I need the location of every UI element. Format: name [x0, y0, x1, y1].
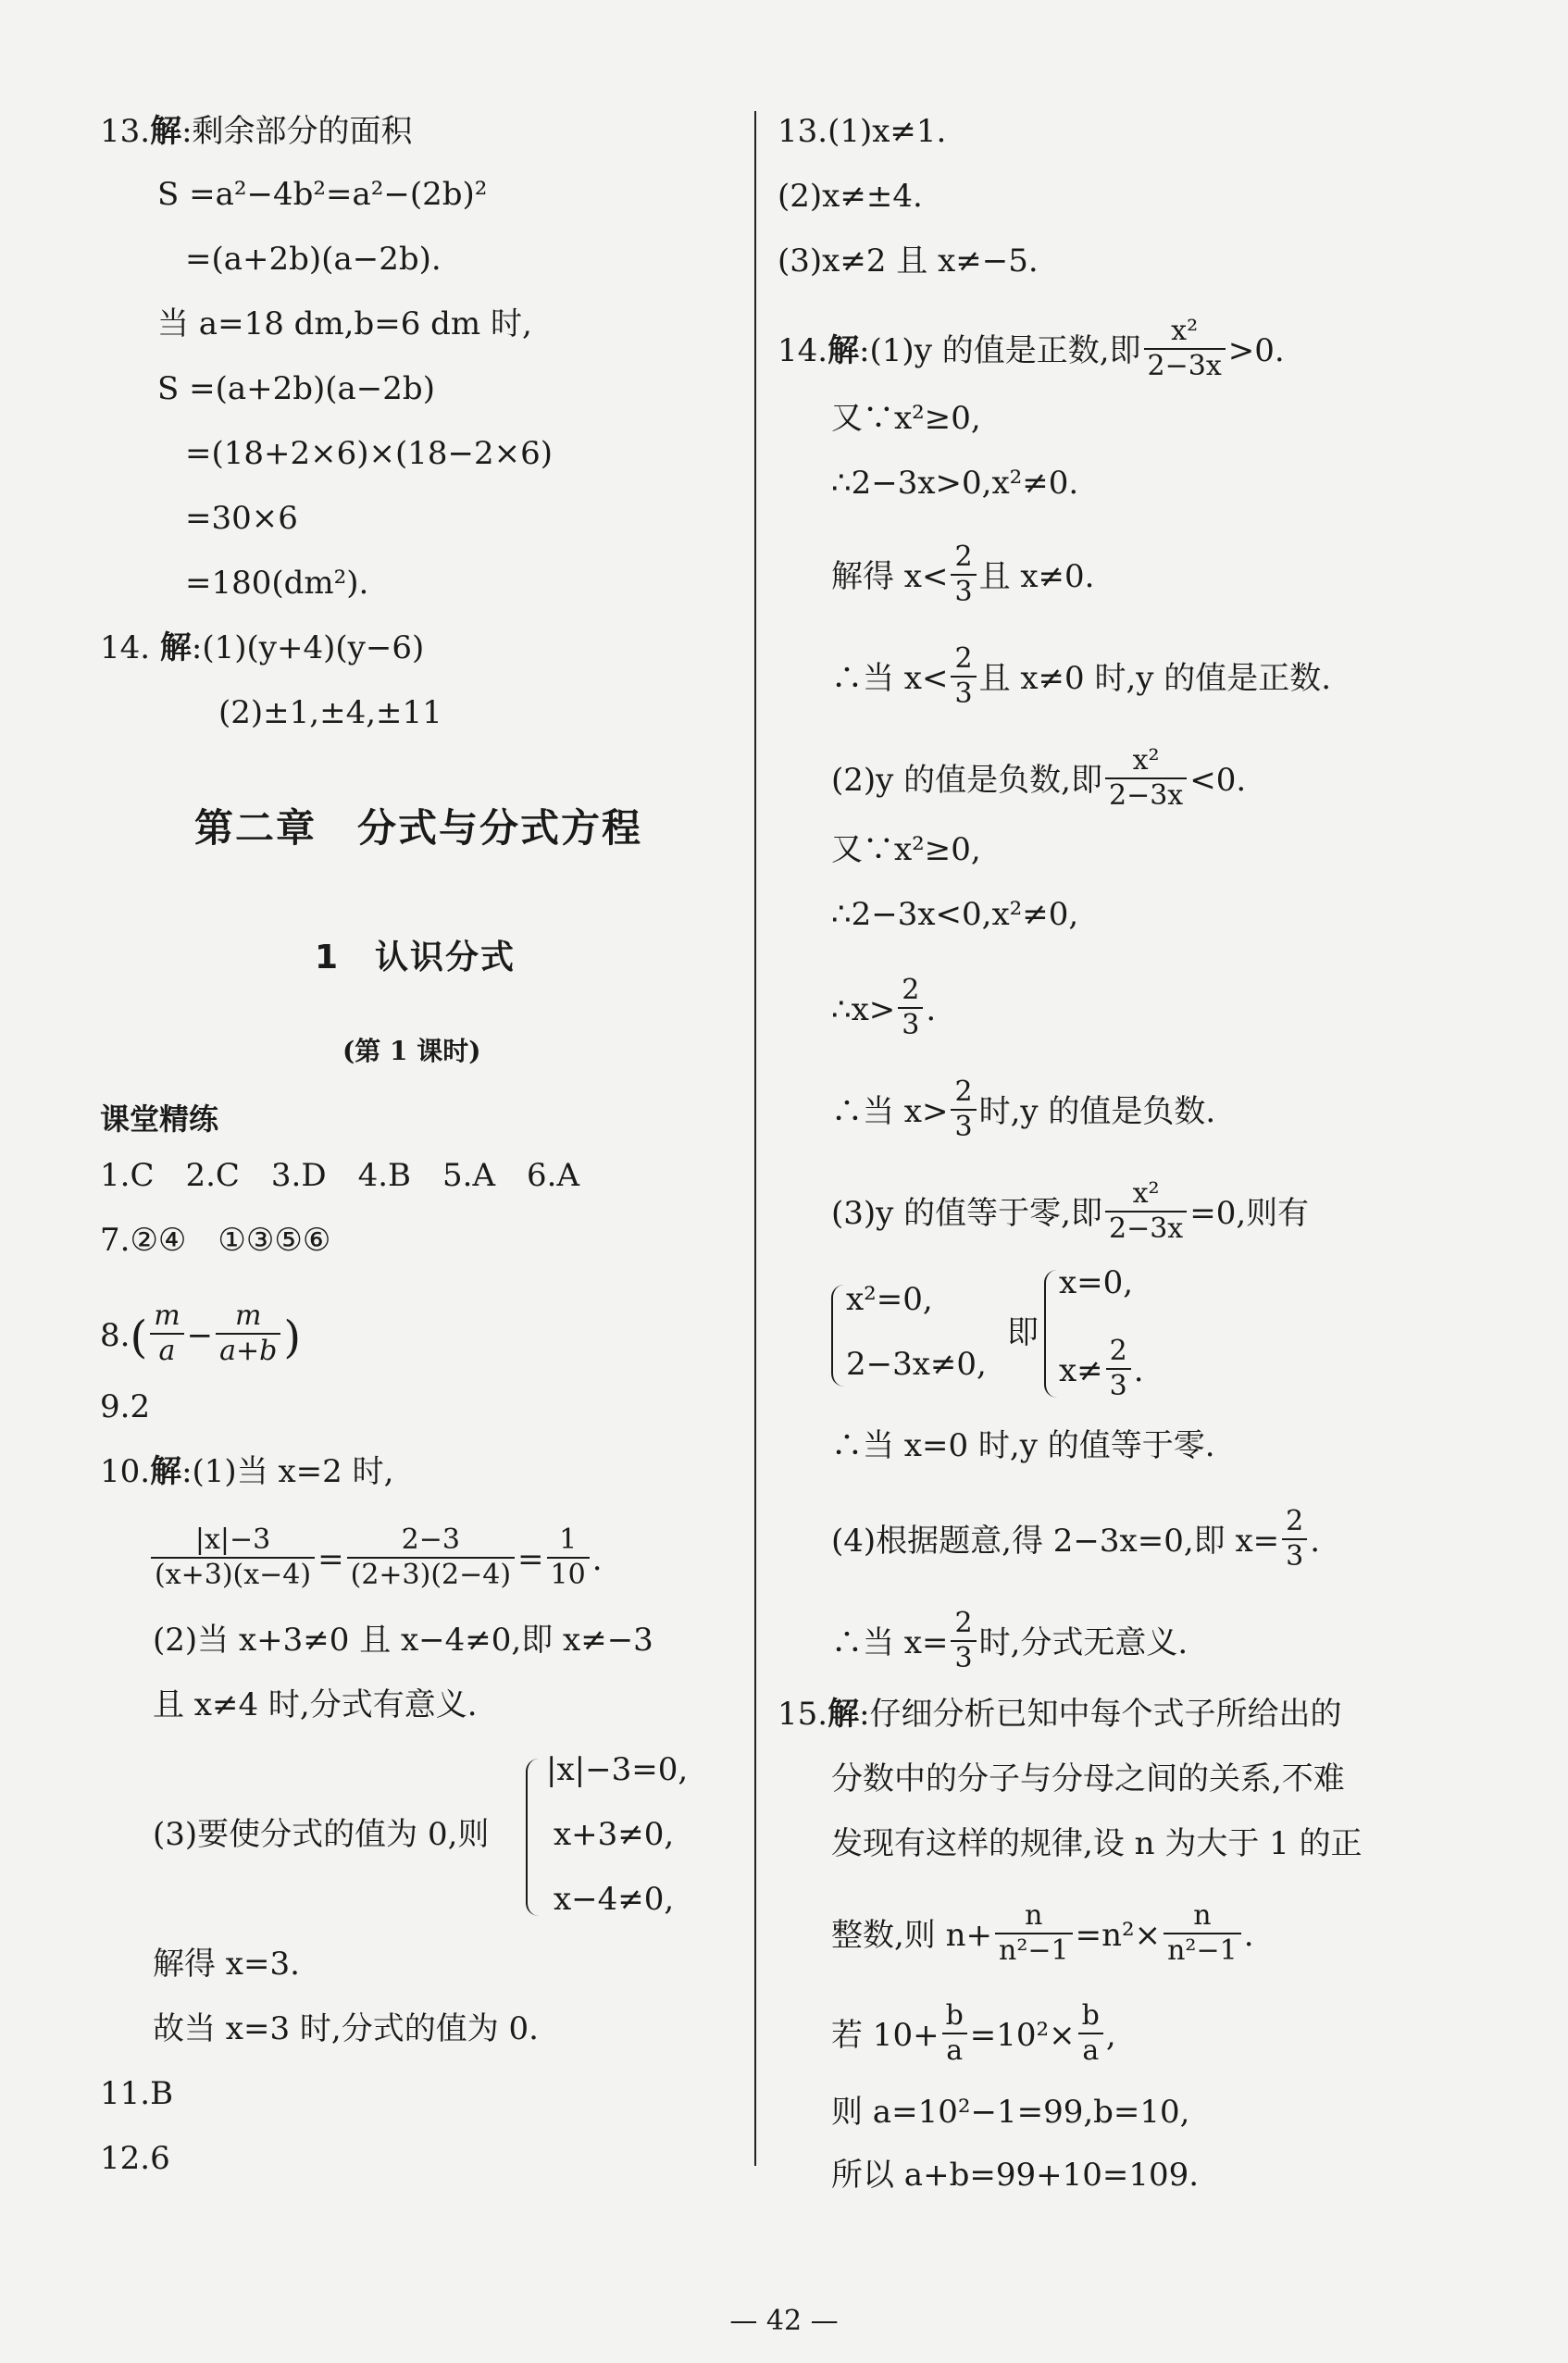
- left-problem-14-heading: 14. 解:(1)(y+4)(y−6): [100, 629, 425, 666]
- right-problem-14-line-8: ∴2−3x<0,x²≠0,: [831, 896, 1079, 933]
- chapter-title: 第二章 分式与分式方程: [194, 805, 643, 851]
- answers-1-to-6: 1.C 2.C 3.D 4.B 5.A 6.A: [100, 1157, 580, 1194]
- right-problem-13-line-2: (2)x≠±4.: [778, 178, 923, 215]
- fraction: $\frac{2}{3}$: [1106, 1335, 1131, 1403]
- right-problem-15-line-4: 整数,则 n+ $\frac{n}{\text{n²−1}}$ =n²× $\frac{n}{\text{n²−1}}$ .: [831, 1899, 1254, 1967]
- left-problem-13-line-5: =(18+2×6)×(18−2×6): [185, 435, 554, 472]
- column-divider: [754, 111, 756, 2166]
- right-problem-15-line-5: 若 10+ $\frac{b}{a}$ =10²× $\frac{b}{a}$ ,: [831, 1999, 1116, 2067]
- fraction: $\frac{m}{a+b}$: [216, 1300, 280, 1368]
- left-problem-13-heading: 13.解:剩余部分的面积: [100, 113, 413, 150]
- right-problem-14-line-3: ∴2−3x>0,x²≠0.: [831, 465, 1079, 502]
- left-problem-10-line-7: 故当 x=3 时,分式的值为 0.: [153, 2010, 539, 2047]
- left-problem-13-line-2: =(a+2b)(a−2b).: [185, 241, 442, 278]
- right-problem-15-line-1: 15.解:仔细分析已知中每个式子所给出的: [778, 1696, 1342, 1733]
- right-problem-14-line-13: (4)根据题意,得 2−3x=0,即 x= $\frac{2}{3}$ .: [831, 1505, 1321, 1573]
- right-problem-14-line-5: ∴当 x< $\frac{2}{3}$ 且 x≠0 时,y 的值是正数.: [831, 642, 1332, 710]
- right-problem-14-line-11: (3)y 的值等于零,即 $\frac{\text{x²}}{2-3x}$ =0,则有: [831, 1177, 1310, 1245]
- right-problem-14-line-12: ∴当 x=0 时,y 的值等于零.: [831, 1427, 1215, 1464]
- left-problem-13-line-7: =180(dm²).: [185, 565, 369, 602]
- right-problem-14-system-1a: x²=0,: [846, 1281, 933, 1318]
- left-problem-10-line-4: 且 x≠4 时,分式有意义.: [153, 1686, 478, 1723]
- lesson-title: (第 1 课时): [342, 1036, 481, 1066]
- page-number: — 42 —: [729, 2305, 839, 2337]
- fraction: $\frac{n}{\text{n²−1}}$: [1164, 1899, 1241, 1968]
- left-problem-13-line-6: =30×6: [185, 500, 298, 537]
- section-title: 1 认识分式: [315, 939, 516, 976]
- system-brace: [526, 1759, 539, 1916]
- fraction: $\frac{2}{3}$: [898, 974, 923, 1042]
- fraction: $\frac{n}{\text{n²−1}}$: [995, 1899, 1073, 1968]
- right-problem-14-line-2: 又∵x²≥0,: [831, 400, 981, 437]
- left-problem-10-line-6: 解得 x=3.: [153, 1946, 300, 1983]
- fraction: $\frac{2}{3}$: [951, 1607, 976, 1675]
- fraction: $\frac{1}{10}$: [547, 1524, 590, 1592]
- right-problem-13-line-3: (3)x≠2 且 x≠−5.: [778, 243, 1039, 280]
- left-problem-10-condition-2: x+3≠0,: [554, 1816, 675, 1853]
- fraction: $\frac{2}{3}$: [951, 1076, 976, 1144]
- system-brace: [831, 1285, 844, 1387]
- fraction: $\frac{2}{3}$: [951, 541, 976, 609]
- fraction: $\frac{2}{3}$: [951, 642, 976, 711]
- right-problem-14-line-7: 又∵x²≥0,: [831, 831, 981, 868]
- right-problem-14-line-4: 解得 x< $\frac{2}{3}$ 且 x≠0.: [831, 541, 1095, 608]
- right-problem-15-line-2: 分数中的分子与分母之间的关系,不难: [831, 1760, 1345, 1797]
- right-problem-15-line-6: 则 a=10²−1=99,b=10,: [831, 2094, 1190, 2131]
- fraction: $\frac{|x|-3}{(x+3)(x-4)}$: [151, 1524, 315, 1592]
- left-problem-10-line-3: (2)当 x+3≠0 且 x−4≠0,即 x≠−3: [153, 1622, 653, 1659]
- right-problem-14-line-1: 14.解:(1)y 的值是正数,即 $\frac{\text{x²}}{2-3x}$ >0.: [778, 315, 1285, 382]
- right-problem-14-system-2a: x=0,: [1059, 1264, 1134, 1301]
- right-problem-13-line-1: 13.(1)x≠1.: [778, 113, 947, 150]
- left-problem-14-line-2: (2)±1,±4,±11: [218, 694, 442, 731]
- left-problem-13-line-4: S =(a+2b)(a−2b): [157, 370, 435, 407]
- answer-11: 11.B: [100, 2075, 174, 2112]
- right-problem-14-system-1b: 2−3x≠0,: [846, 1346, 987, 1383]
- fraction: $\frac{\text{x²}}{2-3x}$: [1105, 1177, 1187, 1246]
- left-problem-13-line-1: S =a²−4b²=a²−(2b)²: [157, 176, 488, 213]
- fraction: $\frac{2}{3}$: [1282, 1505, 1307, 1573]
- answer-9: 9.2: [100, 1388, 151, 1425]
- fraction: $\frac{b}{a}$: [942, 1999, 967, 2068]
- left-problem-13-line-3: 当 a=18 dm,b=6 dm 时,: [157, 305, 532, 342]
- fraction: $\frac{m}{a}$: [150, 1300, 183, 1368]
- right-problem-14-system-2b: x≠ $\frac{2}{3}$ .: [1059, 1335, 1144, 1402]
- right-problem-14-line-9: ∴x> $\frac{2}{3}$ .: [831, 974, 937, 1041]
- fraction: $\frac{b}{a}$: [1078, 1999, 1103, 2068]
- right-problem-14-line-10: ∴当 x> $\frac{2}{3}$ 时,y 的值是负数.: [831, 1076, 1216, 1143]
- practice-heading: 课堂精练: [100, 1101, 219, 1137]
- left-problem-10-fraction-equation: $\frac{|x|-3}{(x+3)(x-4)}$ = $\frac{2-3}{(2+3)(2-4)}$ = $\frac{1}{10}$ .: [148, 1527, 603, 1596]
- answer-8: 8.( $\frac{m}{a}$ − $\frac{m}{a+b}$ ): [100, 1300, 302, 1367]
- answer-12: 12.6: [100, 2140, 170, 2177]
- system-brace: [1044, 1270, 1057, 1398]
- answer-7: 7.②④ ①③⑤⑥: [100, 1222, 331, 1259]
- right-problem-14-line-14: ∴当 x= $\frac{2}{3}$ 时,分式无意义.: [831, 1607, 1188, 1674]
- right-problem-14-ji: 即: [1007, 1314, 1039, 1351]
- right-problem-15-line-7: 所以 a+b=99+10=109.: [831, 2157, 1200, 2194]
- left-problem-10-condition-3: x−4≠0,: [554, 1881, 675, 1918]
- fraction: $\frac{\text{x²}}{2-3x}$: [1144, 315, 1226, 383]
- right-problem-14-line-6: (2)y 的值是负数,即 $\frac{\text{x²}}{2-3x}$ <0.: [831, 744, 1247, 812]
- fraction: $\frac{2-3}{(2+3)(2-4)}$: [347, 1524, 515, 1592]
- left-problem-10-condition-1: |x|−3=0,: [546, 1751, 689, 1788]
- left-problem-10-heading: 10.解:(1)当 x=2 时,: [100, 1453, 394, 1490]
- right-problem-15-line-3: 发现有这样的规律,设 n 为大于 1 的正: [831, 1825, 1363, 1862]
- fraction: $\frac{\text{x²}}{2-3x}$: [1105, 744, 1187, 813]
- left-problem-10-line-5: (3)要使分式的值为 0,则: [153, 1816, 490, 1853]
